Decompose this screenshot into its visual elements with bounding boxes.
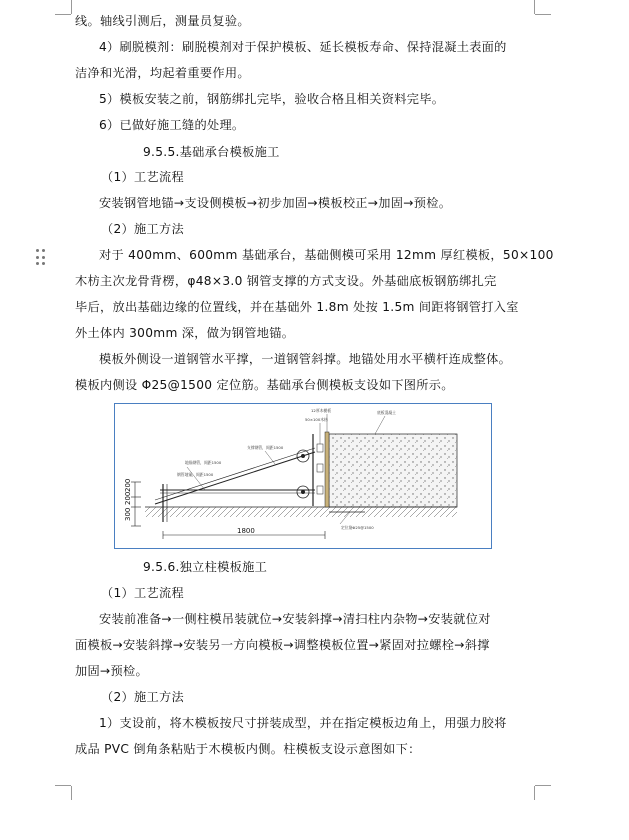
soil-hatch: [145, 507, 457, 517]
paragraph-line: 外土体内 300mm 深，做为钢管地锚。: [75, 326, 295, 340]
paragraph-line: 面模板→安装斜撑→安装另一方向模板→调整模板位置→紧固对拉螺栓→斜撑: [75, 638, 490, 652]
paragraph-line: 洁净和光滑，均起着重要作用。: [75, 66, 250, 80]
dim-h3: 300: [124, 507, 132, 521]
subheading: （1）工艺流程: [101, 170, 184, 184]
paragraph-line: 模板外侧设一道钢管水平撑，一道钢管斜撑。地锚处用水平横杆连成整体。: [99, 352, 512, 366]
label-diagonal-brace: 支撑钢管，间距1500: [247, 445, 284, 450]
subheading: （1）工艺流程: [101, 586, 184, 600]
paragraph-line: 木枋主次龙骨背楞，φ48×3.0 钢管支撑的方式支设。外基础底板钢筋绑扎完: [75, 274, 497, 288]
diagram-svg: [115, 404, 493, 550]
paragraph-line: 成品 PVC 倒角条粘贴于木模板内侧。柱模板支设示意图如下：: [75, 742, 421, 756]
paragraph-line: 对于 400mm、600mm 基础承台，基础侧模可采用 12mm 厚红模板，50×100: [99, 248, 554, 262]
label-anchor: 钢管地锚，间距1500: [177, 472, 214, 477]
paragraph-line: 线。轴线引测后，测量员复验。: [75, 14, 250, 28]
subheading: （2）施工方法: [101, 690, 184, 704]
paragraph-line: 安装前准备→一侧柱模吊装就位→安装斜撑→清扫柱内杂物→安装就位对: [99, 612, 491, 626]
section-heading: 9.5.5.基础承台模板施工: [143, 145, 280, 159]
paragraph-line: 毕后，放出基础边缘的位置线，并在基础外 1.8m 处按 1.5m 间距将钢管打入室: [75, 300, 519, 314]
subheading: （2）施工方法: [101, 222, 184, 236]
label-formwork: 12厚木模板: [311, 408, 332, 413]
paragraph-line: 5）模板安装之前，钢筋绑扎完毕，验收合格且相关资料完毕。: [99, 92, 445, 106]
dim-width: 1800: [237, 527, 255, 535]
label-horizontal-brace: 地锚钢管，间距1500: [185, 460, 222, 465]
concrete-block: [329, 434, 457, 507]
label-rebar: 定位筋Φ25@1500: [341, 525, 374, 530]
dim-h2: 200: [124, 491, 132, 505]
formwork-board: [325, 432, 329, 507]
paragraph-line: 模板内侧设 Φ25@1500 定位筋。基础承台侧模板支设如下图所示。: [75, 378, 454, 392]
paragraph-line: 安装钢管地锚→支设侧模板→初步加固→模板校正→加固→预检。: [99, 196, 452, 210]
paragraph-line: 1）支设前，将木模板按尺寸拼装成型，并在指定模板边角上，用强力胶将: [99, 716, 507, 730]
label-concrete: 底板混凝土: [377, 410, 396, 415]
section-heading: 9.5.6.独立柱模板施工: [143, 560, 268, 574]
foundation-formwork-diagram[interactable]: [114, 403, 492, 549]
dim-h1: 200: [124, 478, 132, 492]
label-timber: 50×100木枋: [305, 417, 328, 422]
drag-handle-icon[interactable]: [36, 249, 46, 267]
paragraph-line: 加固→预检。: [75, 664, 148, 678]
paragraph-line: 4）刷脱模剂：刷脱模剂对于保护模板、延长模板寿命、保持混凝土表面的: [99, 40, 507, 54]
paragraph-line: 6）已做好施工缝的处理。: [99, 118, 245, 132]
